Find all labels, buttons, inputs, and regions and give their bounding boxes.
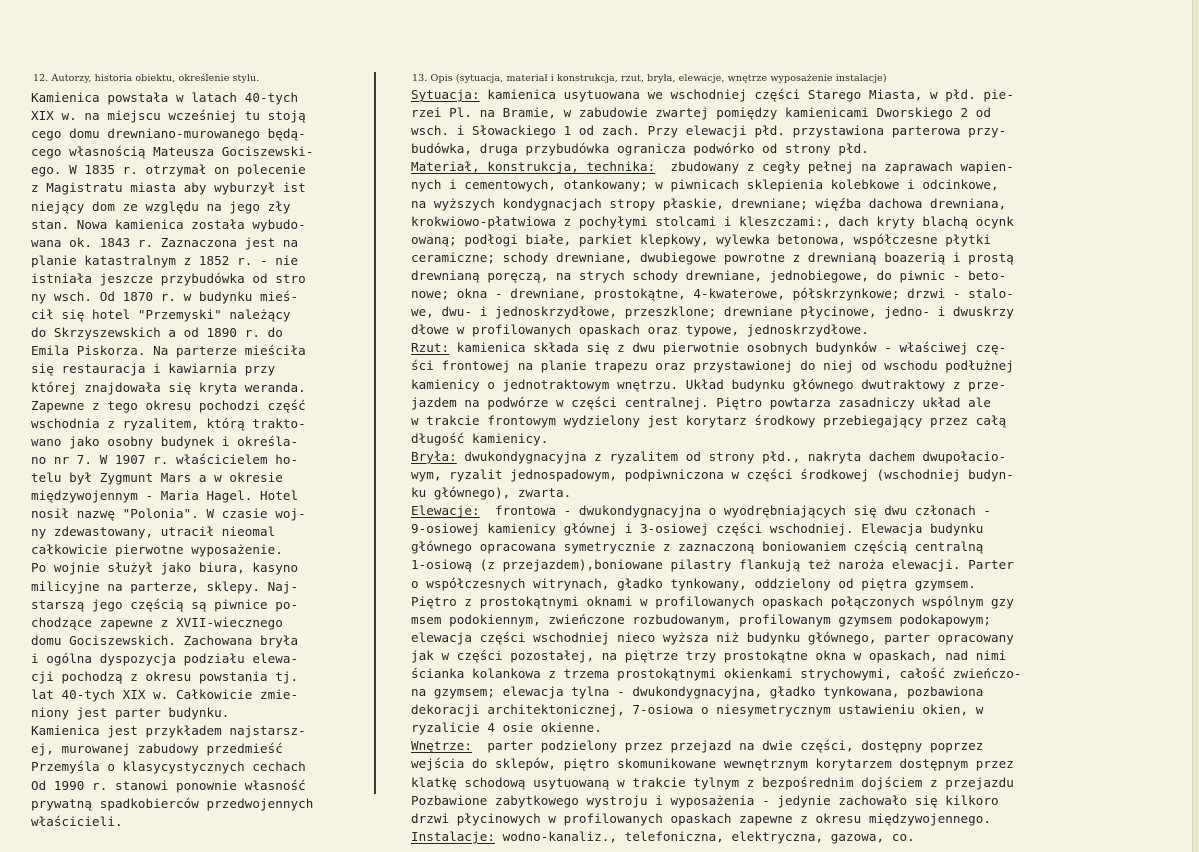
- line-text: jak w części pozostałej, na piętrze trzy prostokątne okna w opaskach, nad nimi: [411, 647, 1007, 663]
- line-text: o współczesnych witrynach, gładko tynkowany, oddzielony od piętra gzymsem.: [411, 575, 976, 591]
- description-line: [411, 321, 1197, 339]
- history-line: prywatną spadkobierców przedwojennych: [31, 795, 314, 811]
- description-line: [411, 556, 1197, 574]
- section-label: Instalacje:: [411, 828, 495, 844]
- line-text: msem podokiennym, zwieńczone rozbudowanym, profilowanym gzymsem podokapowym;: [411, 611, 992, 627]
- description-line: [411, 629, 1197, 647]
- history-line: telu był Zygmunt Mars a w okresie: [31, 469, 283, 485]
- line-text: wejścia do sklepów, piętro skomunikowane wewnętrznym korytarzem dostępnym przez: [411, 756, 1014, 772]
- history-line: milicyjne na parterze, sklepy. Naj-: [31, 578, 299, 594]
- history-line: Kamienica jest przykładem najstarsz-: [31, 723, 306, 739]
- history-line: istniała jeszcze przybudówka od stro: [31, 270, 306, 286]
- line-text: Pozbawione zabytkowego wystroju i wyposażenia - jedynie zachowało się kilkoro: [411, 792, 999, 808]
- history-line: z Magistratu miasta aby wyburzył ist: [31, 180, 306, 196]
- history-line: cego własnością Mateusza Gociszewski-: [31, 144, 314, 160]
- description-line: [411, 466, 1197, 484]
- description-line: [411, 484, 1197, 502]
- section-label: Elewacje:: [411, 503, 480, 519]
- description-line: [411, 448, 1197, 466]
- history-line: no nr 7. W 1907 r. właścicielem ho-: [31, 451, 299, 467]
- description-line: [411, 520, 1197, 538]
- history-line: Zapewne z tego okresu pochodzi część: [31, 397, 306, 413]
- line-text: elewacja części wschodniej nieco wyższa niż budynku głównego, parter opracowany: [411, 629, 1014, 645]
- line-text: ryzalicie 4 osie okienne.: [411, 720, 602, 736]
- description-line: [411, 213, 1197, 231]
- line-text: dekoracji architektonicznej, 7-osiowa o niesymetrycznym ustawieniu okien, w: [411, 702, 984, 718]
- line-text: 1-osiową (z przejazdem),boniowane pilastry flankują też naroża elewacji. Parter: [411, 557, 1014, 573]
- description-line: [411, 176, 1197, 194]
- line-text: dłowe w profilowanych opaskach oraz typowe, jednoskrzydłowe.: [411, 322, 869, 338]
- history-line: której znajdowała się kryta weranda.: [31, 379, 306, 395]
- history-text: [31, 89, 376, 831]
- history-line: Kamienica powstała w latach 40-tych: [31, 90, 299, 105]
- line-text: na wyższych kondygnacjach stropy płaskie, drewniane; więźba dachowa drewniana,: [411, 195, 1007, 211]
- history-line: cji pochodzą z okresu powstania tj.: [31, 669, 299, 684]
- description-line: [411, 122, 1197, 140]
- history-line: Emila Piskorza. Na parterze mieściła: [31, 343, 306, 359]
- history-line: lat 40-tych XIX w. Całkowicie zmie-: [31, 687, 299, 703]
- history-line: wana ok. 1843 r. Zaznaczona jest na: [31, 234, 299, 250]
- description-line: [411, 195, 1197, 213]
- description-line: [411, 86, 1197, 104]
- section-12-heading: 12. Autorzy, historia obiektu, określenie stylu.: [33, 73, 260, 84]
- history-line: wano jako osobny budynek i określa-: [31, 433, 299, 449]
- description-line: [411, 665, 1197, 683]
- line-text: długość kamienicy.: [411, 430, 549, 446]
- description-line: [411, 538, 1197, 556]
- description-line: [411, 792, 1197, 810]
- line-text: wym, ryzalit jednospadowym, podpiwniczona w części środkowej (wschodniej budyn-: [411, 466, 1014, 482]
- line-text: frontowa - dwukondygnacyjna o wyodrębniających się dwu członach -: [479, 503, 992, 519]
- description-line: [411, 267, 1197, 285]
- history-line: ny zdewastowany, utracił nieomal: [31, 524, 276, 540]
- description-line: [411, 430, 1197, 448]
- description-line: [411, 774, 1197, 792]
- description-line: [411, 719, 1197, 737]
- history-line: do Skrzyszewskich a od 1890 r. do: [31, 325, 283, 341]
- history-line: nosił nazwę "Polonia". W czasie woj-: [31, 506, 306, 522]
- line-text: ku głównego), zwarta.: [411, 485, 572, 501]
- description-line: [411, 701, 1197, 719]
- line-text: kamienicy o jednotraktowym wnętrzu. Układ budynku głównego dwutraktowy z prze-: [411, 376, 1007, 392]
- line-text: owaną; podłogi białe, parkiet klepkowy, wylewka betonowa, współczesne płytki: [411, 231, 992, 247]
- history-line: wschodnia z ryzalitem, którą trakto-: [31, 415, 306, 431]
- section-label: Sytuacja:: [411, 87, 480, 102]
- description-line: [411, 376, 1197, 394]
- history-line: planie katastralnym z 1852 r. - nie: [31, 252, 299, 268]
- line-text: ści frontowej na planie trapezu oraz przystawionej do niej od wschodu podłużnej: [411, 358, 1014, 374]
- line-text: na gzymsem; elewacja tylna - dwukondygnacyjna, gładko tynkowana, pozbawiona: [411, 684, 984, 700]
- line-text: kamienica składa się z dwu pierwotnie osobnych budynków - właściwej czę-: [449, 340, 1007, 356]
- section-label: Wnętrze:: [411, 738, 473, 754]
- description-line: [411, 810, 1197, 828]
- description-line: [411, 357, 1197, 375]
- line-text: krokwiowo-płatwiowa z pochyłymi stolcami i kleszczami:, dach kryty blachą ocynk: [411, 213, 1014, 229]
- description-line: [411, 339, 1197, 357]
- history-line: XIX w. na miejscu wcześniej tu stoją: [31, 108, 306, 124]
- line-text: ceramiczne; schody drewniane, dwubiegowe powrotne z drewnianą boazerią i prostą: [411, 249, 1014, 265]
- description-line: [411, 394, 1197, 412]
- line-text: parter podzielony przez przejazd na dwie części, dostępny poprzez: [472, 738, 984, 754]
- history-line: międzywojennym - Maria Hagel. Hotel: [31, 488, 299, 504]
- description-line: [411, 140, 1197, 158]
- section-label: Bryła:: [411, 448, 457, 464]
- description-line: [411, 231, 1197, 249]
- history-line: Po wojnie służył jako biura, kasyno: [31, 560, 299, 576]
- line-text: dwukondygnacyjna z ryzalitem od strony płd., nakryta dachem dwupołacio-: [456, 448, 1007, 464]
- line-text: wodno-kanaliz., telefoniczna, elektryczna, gazowa, co.: [494, 828, 915, 844]
- history-line: starszą jego częścią są piwnice po-: [31, 596, 299, 612]
- line-text: kamienica usytuowana we wschodniej części Starego Miasta, w płd. pie-: [479, 87, 1014, 102]
- history-line: właścicieli.: [31, 813, 123, 829]
- line-text: klatkę schodową usytuowaną w trakcie tylnym z bezpośrednim dojściem z przejazdu: [411, 774, 1014, 790]
- description-line: [411, 828, 1197, 846]
- history-line: cego domu drewniano-murowanego będą-: [31, 126, 306, 142]
- history-line: cił się hotel "Przemyski" należący: [31, 307, 291, 323]
- line-text: w trakcie frontowym wydzielony jest korytarz środkowy przebiegający przez całą: [411, 412, 1007, 428]
- section-label: Materiał, konstrukcja, technika:: [411, 159, 656, 175]
- description-line: [411, 593, 1197, 611]
- history-line: niejący dom ze względu na jego zły: [31, 198, 291, 214]
- description-line: [411, 104, 1197, 122]
- line-text: we, dwu- i jednoskrzydłowe, przeszklone; drewniane płycinowe, jedno- i dwuskrzy: [411, 304, 1014, 320]
- line-text: Piętro z prostokątnymi oknami w profilowanych opaskach połączonych wspólnym gzy: [411, 593, 1014, 609]
- line-text: głównego opracowana symetrycznie z zaznaczoną boniowaniem częścią centralną: [411, 539, 984, 555]
- description-line: [411, 158, 1197, 176]
- line-text: budówka, druga przybudówka ogranicza podwórko od strony płd.: [411, 141, 869, 157]
- description-line: [411, 285, 1197, 303]
- history-line: domu Gociszewskich. Zachowana bryła: [31, 632, 299, 648]
- line-text: rzei Pl. na Bramie, w zabudowie zwartej pomiędzy kamienicami Dworskiego 2 od: [411, 105, 992, 121]
- line-text: jazdem na podwórze w części centralnej. Piętro powtarza zasadniczy układ ale: [411, 394, 992, 410]
- history-line: ego. W 1835 r. otrzymał on polecenie: [31, 162, 306, 178]
- line-text: drewnianą poręczą, na strych schody drewniane, jednobiegowe, do piwnic - beto-: [411, 267, 1007, 283]
- line-text: wsch. i Słowackiego 1 od zach. Przy elewacji płd. przystawiona parterowa przy-: [411, 123, 1007, 139]
- history-line: Od 1990 r. stanowi ponownie własność: [31, 777, 306, 793]
- section-label: Rzut:: [411, 340, 450, 356]
- line-text: ścianka kolankowa z trzema prostokątnymi okienkami strychowymi, całość zwieńczo-: [411, 666, 1022, 681]
- line-text: drzwi płycinowych w profilowanych opaskach zapewne z okresu międzywojennego.: [411, 810, 992, 826]
- line-text: nowe; okna - drewniane, prostokątne, 4-kwaterowe, półskrzynkowe; drzwi - stalo-: [411, 286, 1014, 302]
- line-text: nych i cementowych, otankowany; w piwnicach sklepienia kolebkowe i odcinkowe,: [411, 177, 999, 193]
- history-line: ny wsch. Od 1870 r. w budynku mieś-: [31, 289, 299, 305]
- section-13-heading: 13. Opis (sytuacja, materiał i konstrukcja, rzut, bryła, elewacje, wnętrze wyposażenie instalacje): [412, 73, 887, 84]
- description-line: [411, 303, 1197, 321]
- history-line: chodzące zapewne z XVII-wiecznego: [31, 614, 283, 630]
- history-line: się restauracja i kawiarnia przy: [31, 361, 276, 377]
- description-line: [411, 575, 1197, 593]
- description-line: [411, 755, 1197, 773]
- history-line: stan. Nowa kamienica została wybudo-: [31, 216, 306, 232]
- description-line: [411, 249, 1197, 267]
- description-line: [411, 611, 1197, 629]
- line-text: 9-osiowej kamienicy głównej i 3-osiowej części wschodniej. Elewacja budynku: [411, 521, 984, 537]
- history-line: niony jest parter budynku.: [31, 705, 230, 721]
- history-line: ej, murowanej zabudowy przedmieść: [31, 741, 283, 757]
- description-line: [411, 737, 1197, 755]
- description-line: [411, 683, 1197, 701]
- history-line: całkowicie pierwotne wyposażenie.: [31, 542, 283, 558]
- description-line: [411, 502, 1197, 520]
- line-text: zbudowany z cegły pełnej na zaprawach wapien-: [655, 159, 1014, 175]
- description-text: [411, 86, 1197, 846]
- history-line: i ogólna dyspozycja podziału elewa-: [31, 650, 299, 666]
- description-line: [411, 647, 1197, 665]
- history-line: Przemyśla o klasycystycznych cechach: [31, 759, 306, 775]
- description-line: [411, 412, 1197, 430]
